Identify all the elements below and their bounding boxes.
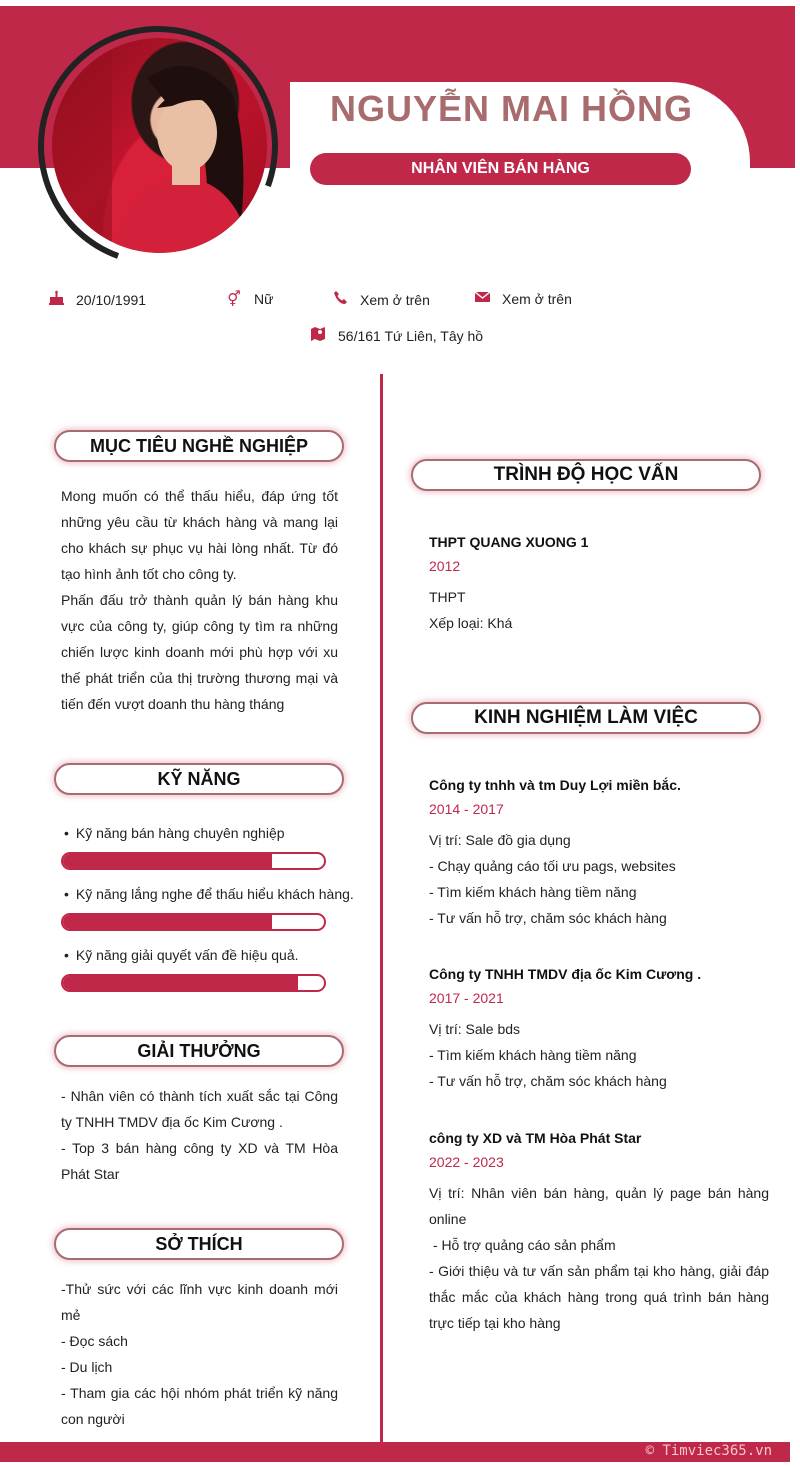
hobbies-heading: SỞ THÍCH	[54, 1228, 344, 1260]
birthday-value: 20/10/1991	[76, 291, 147, 308]
objective-line: Phấn đấu trở thành quản lý bán hàng khu vực của công ty, giúp công ty tìm ra những chiến lược kinh doanh mới phù hợp với xu thế phát triển của thị trường thương mại và tiến đến vượt doanh thu hàng tháng	[61, 592, 338, 712]
objective-text	[61, 483, 338, 717]
job-detail-line: - Tìm kiếm khách hàng tiềm năng	[429, 884, 637, 900]
email-value: Xem ở trên	[502, 290, 572, 307]
job-detail-line: Vị trí: Sale bds	[429, 1021, 521, 1037]
job-detail-line: Vị trí: Nhân viên bán hàng, quản lý page bán hàng online	[429, 1185, 769, 1227]
hobby-line: - Tham gia các hội nhóm phát triển kỹ năng con người	[61, 1385, 338, 1427]
gender-icon: ⚥	[227, 291, 241, 308]
footer-copyright: © Timviec365.vn	[645, 1443, 772, 1459]
phone-value: Xem ở trên	[360, 291, 430, 308]
birthday-cake-icon	[48, 290, 64, 309]
map-icon	[310, 326, 326, 346]
skill-bar-fill	[63, 976, 298, 990]
education-detail-line: Xếp loại: Khá	[429, 615, 513, 631]
phone-icon	[332, 290, 348, 309]
skills-heading: KỸ NĂNG	[54, 763, 344, 795]
address-info	[310, 326, 483, 346]
job-years: 2014 - 2017	[429, 801, 504, 817]
skill-bar-fill	[63, 915, 272, 929]
awards-text	[61, 1083, 338, 1187]
job-detail-line: - Giới thiệu và tư vấn sản phẩm tại kho hàng, giải đáp thắc mắc của khách hàng trong quá trình bán hàng trực tiếp tại kho hàng	[429, 1263, 769, 1331]
job-company: Công ty TNHH TMDV địa ốc Kim Cương .	[429, 966, 702, 982]
skill-label: • Kỹ năng lắng nghe để thấu hiểu khách hàng.	[64, 886, 354, 902]
hobby-line: -Thử sức với các lĩnh vực kinh doanh mới mẻ	[61, 1281, 338, 1323]
job-detail-line: - Hỗ trợ quảng cáo sản phẩm	[429, 1237, 616, 1253]
skill-bar-fill	[63, 854, 272, 868]
job-years: 2017 - 2021	[429, 990, 504, 1006]
hobby-line: - Đọc sách	[61, 1333, 128, 1349]
education-school: THPT QUANG XUONG 1	[429, 534, 589, 550]
email-icon	[474, 290, 490, 307]
avatar	[52, 38, 267, 253]
education-heading: TRÌNH ĐỘ HỌC VẤN	[411, 459, 761, 491]
job-years: 2022 - 2023	[429, 1154, 504, 1170]
footer-bar	[0, 1442, 790, 1462]
education-details	[429, 584, 769, 636]
experience-heading: KINH NGHIỆM LÀM VIỆC	[411, 702, 761, 734]
job-company: Công ty tnhh và tm Duy Lợi miền bắc.	[429, 777, 681, 793]
column-divider	[380, 374, 383, 1442]
email-info	[474, 290, 572, 307]
birthday-info	[48, 290, 146, 309]
skill-label: • Kỹ năng bán hàng chuyên nghiệp	[64, 825, 285, 841]
job-details	[429, 1016, 769, 1094]
objective-line: Mong muốn có thể thấu hiểu, đáp ứng tốt những yêu cầu từ khách hàng và mang lại cho khách sự phục vụ hài lòng nhất. Từ đó tạo hình ảnh tốt cho công ty.	[61, 488, 338, 582]
education-year: 2012	[429, 558, 461, 574]
award-line: - Nhân viên có thành tích xuất sắc tại Công ty TNHH TMDV địa ốc Kim Cương .	[61, 1088, 338, 1130]
skill-label: • Kỹ năng giải quyết vấn đề hiệu quả.	[64, 947, 299, 963]
job-detail-line: Vị trí: Sale đồ gia dụng	[429, 832, 571, 848]
candidate-name: NGUYỄN MAI HỒNG	[330, 88, 694, 129]
skill-bar	[61, 852, 326, 870]
phone-info	[332, 290, 430, 309]
gender-info	[226, 290, 273, 308]
job-details	[429, 827, 769, 931]
job-details	[429, 1180, 769, 1336]
objective-heading: MỤC TIÊU NGHỀ NGHIỆP	[54, 430, 344, 462]
job-detail-line: - Tư vấn hỗ trợ, chăm sóc khách hàng	[429, 1073, 667, 1089]
gender-value: Nữ	[254, 291, 274, 307]
job-detail-line: - Tìm kiếm khách hàng tiềm năng	[429, 1047, 637, 1063]
skill-bar	[61, 913, 326, 931]
skill-bar	[61, 974, 326, 992]
address-value: 56/161 Tứ Liên, Tây hồ	[338, 328, 484, 344]
job-detail-line: - Tư vấn hỗ trợ, chăm sóc khách hàng	[429, 910, 667, 926]
hobby-line: - Du lịch	[61, 1359, 113, 1375]
awards-heading: GIẢI THƯỞNG	[54, 1035, 344, 1067]
job-detail-line: - Chạy quảng cáo tối ưu pags, websites	[429, 858, 676, 874]
job-title: NHÂN VIÊN BÁN HÀNG	[310, 153, 691, 185]
job-company: công ty XD và TM Hòa Phát Star	[429, 1130, 642, 1146]
hobbies-text	[61, 1276, 338, 1432]
avatar-portrait-icon	[52, 38, 267, 253]
education-detail-line: THPT	[429, 589, 466, 605]
award-line: - Top 3 bán hàng công ty XD và TM Hòa Phát Star	[61, 1140, 338, 1182]
